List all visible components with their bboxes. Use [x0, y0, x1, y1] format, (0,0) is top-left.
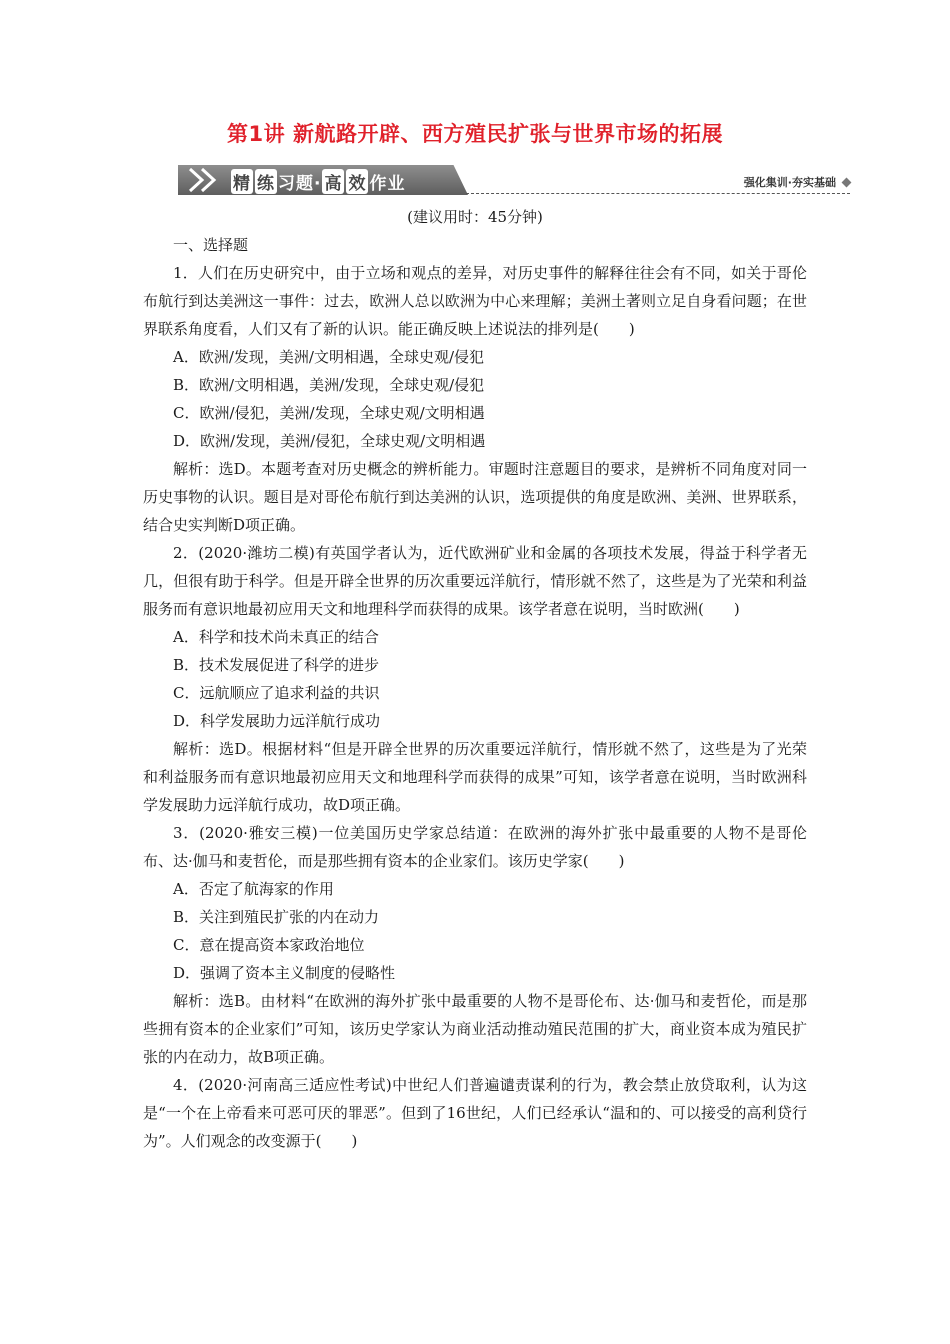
- question-3-option-d: D．强调了资本主义制度的侵略性: [173, 964, 396, 982]
- document-body: [143, 203, 807, 1155]
- question-2-stem: 2．(2020·潍坊二模)有英国学者认为，近代欧洲矿业和金属的各项技术发展，得益于科学者无几，但很有助于科学。但是开辟全世界的历次重要远洋航行，情形就不然了，这些是为了光荣和利益服务而有意识地最初应用天文和地理科学而获得的成果。该学者意在说明，当时欧洲( ): [143, 544, 807, 618]
- question-3-option-b: B．关注到殖民扩张的内在动力: [173, 908, 380, 926]
- question-1-option-a: A．欧洲/发现，美洲/文明相遇，全球史观/侵犯: [173, 348, 484, 366]
- question-3-analysis: 解析：选B。由材料“在欧洲的海外扩张中最重要的人物不是哥伦布、达·伽马和麦哲伦，而是那些拥有资本的企业家们”可知，该历史学家认为商业活动推动殖民范围的扩大，商业资本成为殖民扩张的内在动力，故B项正确。: [143, 992, 807, 1066]
- banner-char-1: 精: [231, 169, 253, 194]
- lesson-title: 第1讲 新航路开辟、西方殖民扩张与世界市场的拓展: [227, 122, 723, 146]
- banner-subtitle: 强化集训·夯实基础: [743, 176, 836, 189]
- banner-label: [230, 169, 405, 194]
- time-note: (建议用时：45分钟): [407, 208, 543, 226]
- diamond-icon: [842, 178, 852, 188]
- banner-char-4: 高: [322, 169, 344, 194]
- chevron-double-icon: [186, 167, 226, 193]
- section-title: 一、选择题: [173, 236, 249, 254]
- question-1-analysis: 解析：选D。本题考查对历史概念的辨析能力。审题时注意题目的要求，是辨析不同角度对同一历史事物的认识。题目是对哥伦布航行到达美洲的认识，选项提供的角度是欧洲、美洲、世界联系，结合史实判断D项正确。: [143, 460, 807, 534]
- banner-char-5: 效: [346, 169, 368, 194]
- question-2-analysis: 解析：选D。根据材料“但是开辟全世界的历次重要远洋航行，情形就不然了，这些是为了光荣和利益服务而有意识地最初应用天文和地理科学而获得的成果”可知，该学者意在说明，当时欧洲科学发展助力远洋航行成功，故D项正确。: [143, 740, 807, 814]
- question-3-stem: 3．(2020·雅安三模)一位美国历史学家总结道：在欧洲的海外扩张中最重要的人物不是哥伦布、达·伽马和麦哲伦，而是那些拥有资本的企业家们。该历史学家( ): [143, 824, 807, 870]
- question-2-option-d: D．科学发展助力远洋航行成功: [173, 712, 381, 730]
- banner-char-3: 习题·: [278, 174, 322, 194]
- question-1-option-b: B．欧洲/文明相遇，美洲/发现，全球史观/侵犯: [173, 376, 485, 394]
- section-banner: [178, 165, 850, 197]
- banner-divider: [466, 193, 850, 194]
- banner-char-6: 作业: [369, 174, 406, 194]
- question-1-stem: 1．人们在历史研究中，由于立场和观点的差异，对历史事件的解释往往会有不同，如关于哥伦布航行到达美洲这一事件：过去，欧洲人总以欧洲为中心来理解；美洲土著则立足自身看问题；在世界联系角度看，人们又有了新的认识。能正确反映上述说法的排列是( ): [143, 264, 807, 338]
- question-4-stem: 4．(2020·河南高三适应性考试)中世纪人们普遍谴责谋利的行为，教会禁止放贷取利，认为这是“一个在上帝看来可恶可厌的罪恶”。但到了16世纪，人们已经承认“温和的、可以接受的高利贷行为”。人们观念的改变源于( ): [143, 1076, 807, 1150]
- question-2-option-b: B．技术发展促进了科学的进步: [173, 656, 380, 674]
- question-2-option-a: A．科学和技术尚未真正的结合: [173, 628, 379, 646]
- question-1-option-d: D．欧洲/发现，美洲/侵犯，全球史观/文明相遇: [173, 432, 486, 450]
- question-3-option-c: C．意在提高资本家政治地位: [173, 936, 365, 954]
- question-2-option-c: C．远航顺应了追求利益的共识: [173, 684, 380, 702]
- question-1-option-c: C．欧洲/侵犯，美洲/发现，全球史观/文明相遇: [173, 404, 485, 422]
- question-3-option-a: A．否定了航海家的作用: [173, 880, 334, 898]
- banner-char-2: 练: [255, 169, 277, 194]
